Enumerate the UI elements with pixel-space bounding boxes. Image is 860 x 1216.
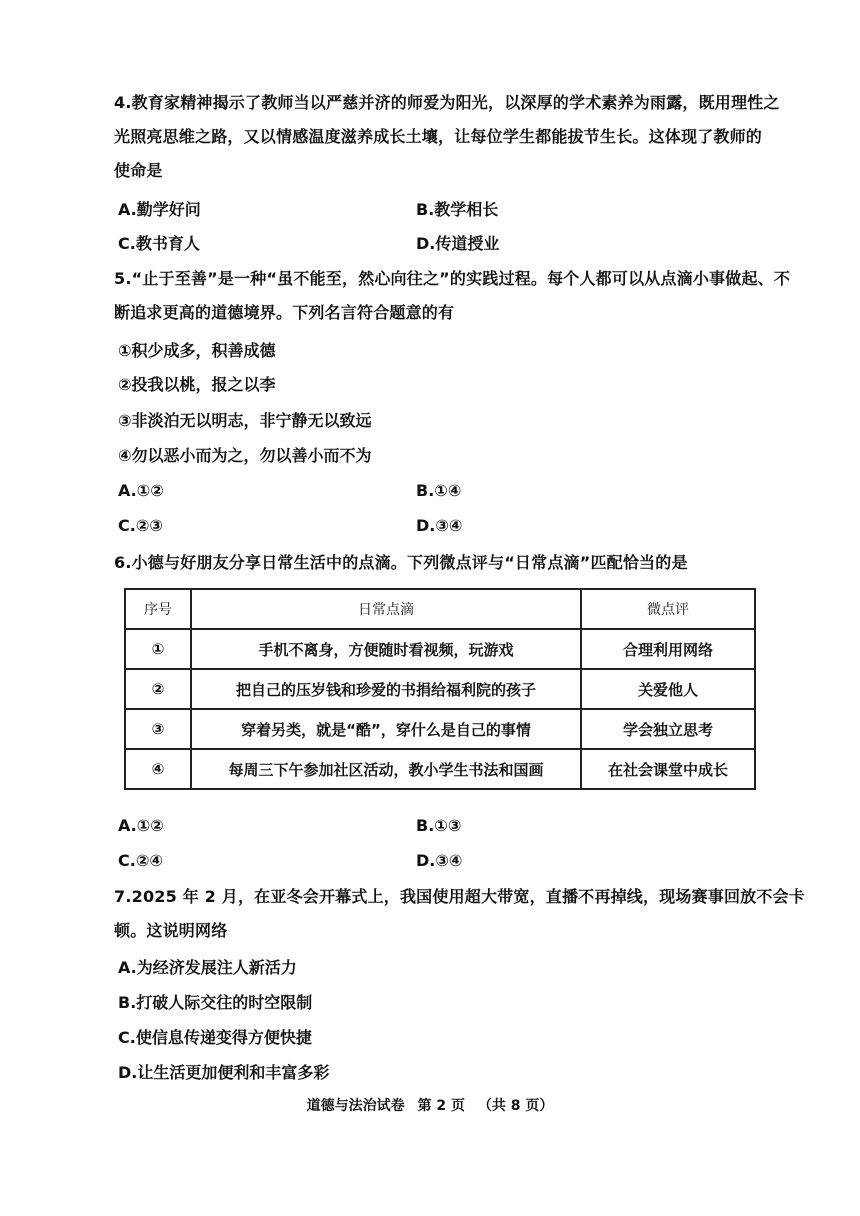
option-a[interactable]: A.勤学好问 [118,200,201,219]
footer-page-number: 第 2 页 [417,1098,465,1114]
table-row [125,709,755,749]
table-cell: 把自己的压岁钱和珍爱的书捐给福利院的孩子 [191,669,581,709]
footer-page-total: （共 8 页） [477,1098,554,1114]
option-c[interactable]: C.使信息传递变得方便快捷 [118,1028,312,1047]
table-header: 日常点滴 [191,589,581,629]
option-d[interactable]: D.③④ [416,516,463,535]
question-7-stem [114,880,805,948]
question-6-options-row-2 [118,844,758,878]
question-5-options-row-1 [118,474,758,508]
statement-1: ①积少成多，积善成德 [118,341,276,360]
statement-4: ④勿以恶小而为之，勿以善小而不为 [118,446,372,465]
question-4-line: 使命是 [114,161,163,180]
question-6-stem [114,546,774,580]
table-row [125,669,755,709]
question-6-options-row-1 [118,809,758,843]
statement-3: ③非淡泊无以明志，非宁静无以致远 [118,411,372,430]
table-cell: 每周三下午参加社区活动，教小学生书法和国画 [191,749,581,789]
question-7-line: 7.2025 年 2 月，在亚冬会开幕式上，我国使用超大带宽，直播不再掉线，现场赛事回放不会卡 [114,887,805,906]
table-header: 微点评 [581,589,755,629]
table-cell: ② [125,669,191,709]
option-a[interactable]: A.为经济发展注人新活力 [118,958,297,977]
question-4-line: 4.教育家精神揭示了教师当以严慈并济的师爱为阳光，以深厚的学术素养为雨露，既用理性之 [114,93,780,112]
option-d[interactable]: D.③④ [416,851,463,870]
table-cell: 手机不离身，方便随时看视频，玩游戏 [191,629,581,669]
option-c[interactable]: C.②③ [118,516,163,535]
question-4-options-row-2 [118,227,758,261]
question-5-stem [114,262,791,330]
footer-subject: 道德与法治试卷 [306,1098,405,1114]
table-cell: 穿着另类，就是“酷”，穿什么是自己的事情 [191,709,581,749]
table-row [125,749,755,789]
option-c[interactable]: C.教书育人 [118,234,200,253]
table-cell: 关爱他人 [581,669,755,709]
option-d[interactable]: D.让生活更加便利和丰富多彩 [118,1063,330,1082]
option-b[interactable]: B.①③ [416,816,462,835]
table-cell: ③ [125,709,191,749]
table-cell: 学会独立思考 [581,709,755,749]
option-c[interactable]: C.②④ [118,851,163,870]
option-b[interactable]: B.打破人际交往的时空限制 [118,993,313,1012]
statement-2: ②投我以桃，报之以李 [118,375,276,394]
page-footer [0,1095,860,1115]
option-d[interactable]: D.传道授业 [416,234,500,253]
question-4-line: 光照亮思维之路，又以情感温度滋养成长土壤，让每位学生都能拔节生长。这体现了教师的 [114,127,763,146]
question-7-line: 顿。这说明网络 [114,921,228,940]
question-5-options-row-2 [118,509,758,543]
daily-moments-table [124,588,756,790]
question-5-line: 5.“止于至善”是一种“虽不能至，然心向往之”的实践过程。每个人都可以从点滴小事做起、不 [114,269,791,288]
table-cell: 合理利用网络 [581,629,755,669]
option-a[interactable]: A.①② [118,816,164,835]
table-header: 序号 [125,589,191,629]
table-cell: 在社会课堂中成长 [581,749,755,789]
option-b[interactable]: B.①④ [416,481,462,500]
table-cell: ① [125,629,191,669]
table-cell: ④ [125,749,191,789]
question-4-stem [114,86,780,188]
table-header-row [125,589,755,629]
table-row [125,629,755,669]
question-5-line: 断追求更高的道德境界。下列名言符合题意的有 [114,303,455,322]
question-6-line: 6.小德与好朋友分享日常生活中的点滴。下列微点评与“日常点滴”匹配恰当的是 [114,553,688,572]
option-b[interactable]: B.教学相长 [416,200,499,219]
option-a[interactable]: A.①② [118,481,164,500]
question-4-options-row-1 [118,193,758,227]
